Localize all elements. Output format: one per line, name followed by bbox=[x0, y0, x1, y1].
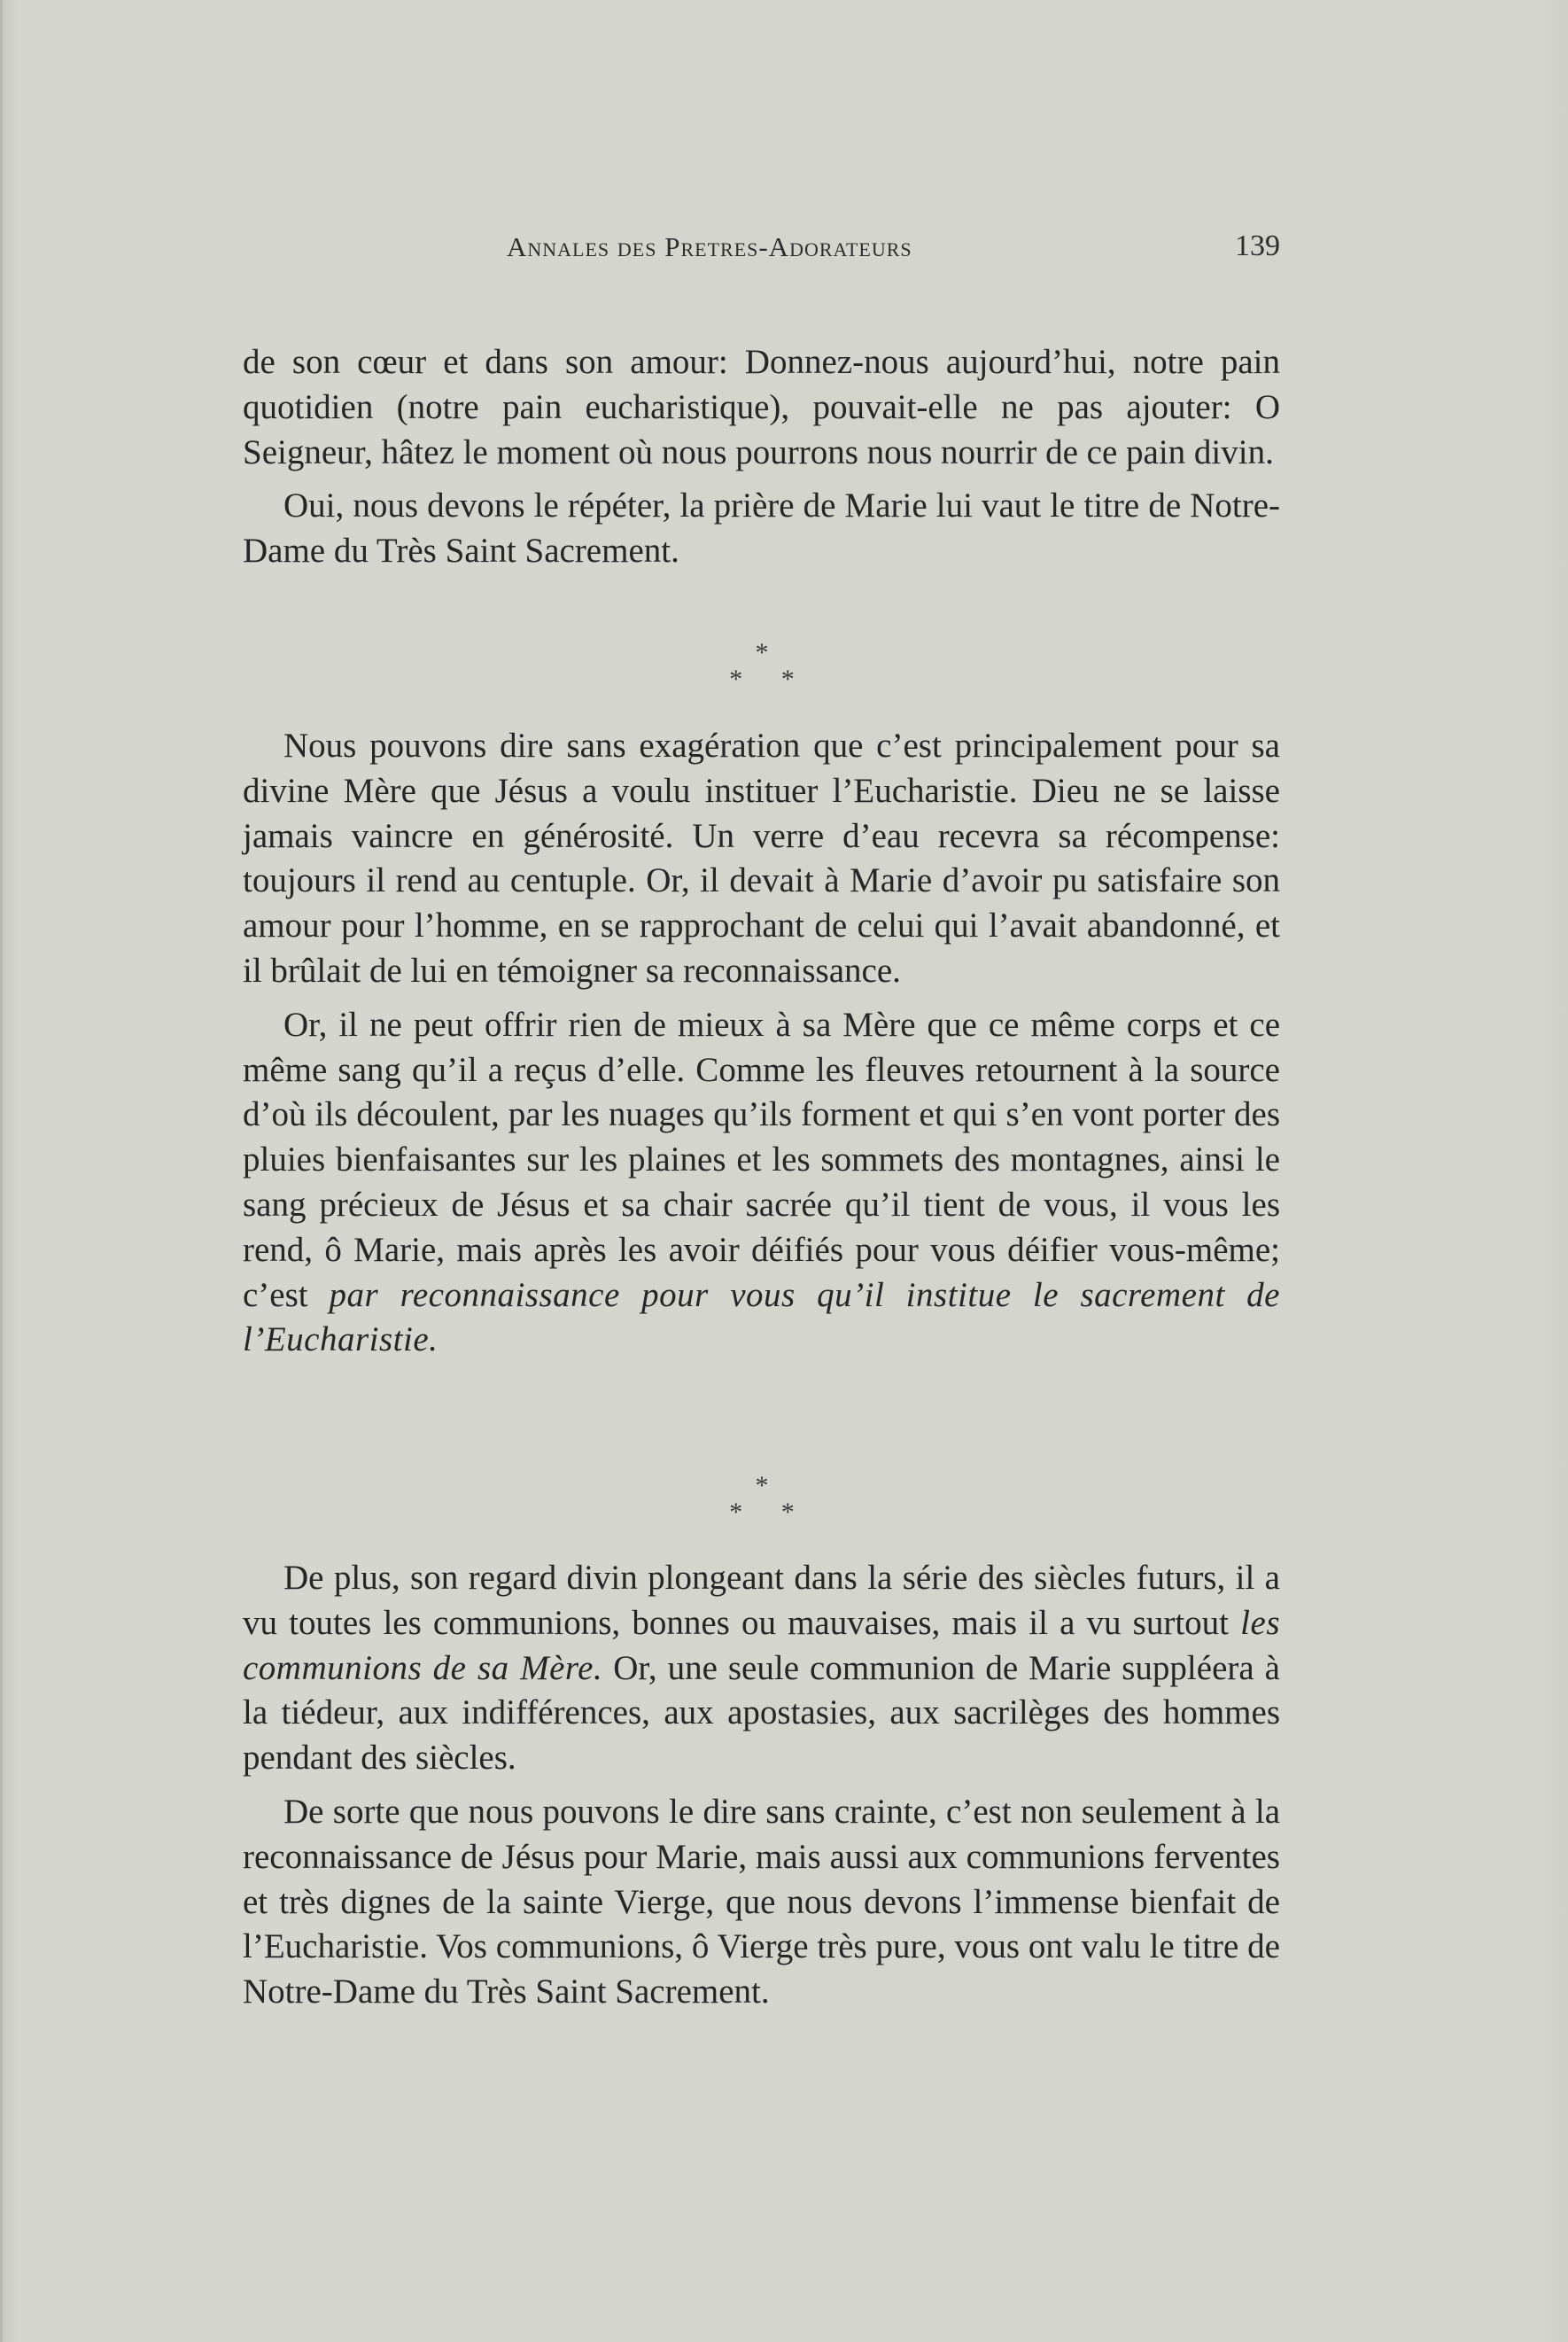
asterism-star-top: * bbox=[755, 1471, 769, 1500]
asterism-divider-1 bbox=[673, 640, 850, 693]
paragraph-4-text: Or, il ne peut offrir rien de mieux à sa Mère que ce même corps et ce même sang qu’il a reçus d’elle. Comme les fleuves retournent à la source d’où ils découlent, par les nuages qu’ils forment et qui s’en vont porter des pluies bienfaisantes sur les plaines et les sommets des montagnes, ainsi le sang précieux de Jésus et sa chair sacrée qu’il tient de vous, il vous les rend, ô Marie, mais après les avoir déifiés pour vous déifier vous-même; c’est bbox=[243, 1005, 1280, 1314]
text-section-3 bbox=[243, 1556, 1280, 2024]
paragraph-continued: de son cœur et dans son amour: Donnez-nous aujourd’hui, notre pain quotidien (notre pain eucharistique), pouvait-elle ne pas ajouter: O Seigneur, hâtez le moment où nous pourrons nous nourrir de ce pain divin. bbox=[243, 343, 1280, 471]
paragraph-5 bbox=[243, 1556, 1280, 1781]
paragraph-4 bbox=[243, 1003, 1280, 1363]
paragraph-4-italic: par reconnaissance pour vous qu’il institue le sacrement de l’Eucharistie. bbox=[243, 1275, 1280, 1359]
asterism-divider-2 bbox=[673, 1473, 850, 1526]
paragraph-3: Nous pouvons dire sans exagération que c’est principalement pour sa divine Mère que Jésus a voulu instituer l’Eucharistie. Dieu ne se laisse jamais vaincre en générosité. Un verre d’eau recevra sa récompense: toujours il rend au centuple. Or, il devait à Marie d’avoir pu satisfaire son amour pour l’homme, en se rapprochant de celui qui l’avait abandonné, et il brûlait de lui en témoigner sa reconnaissance. bbox=[243, 727, 1280, 990]
asterism-star-top: * bbox=[755, 638, 769, 667]
text-section-2 bbox=[243, 724, 1280, 1372]
page-header bbox=[239, 226, 1280, 270]
paragraph-5-italic: les communions de sa Mère. bbox=[243, 1603, 1280, 1687]
asterism-stars-bottom: * * bbox=[729, 1498, 811, 1527]
paragraph-5-text-b: Or, une seule communion de Marie suppléera à la tiédeur, aux indifférences, aux apostasies, aux sacrilèges des hommes pendant des siècles. bbox=[243, 1648, 1280, 1778]
text-section-1 bbox=[243, 340, 1280, 583]
page-edge bbox=[0, 0, 3, 2342]
running-head: Annales des Pretres-Adorateurs bbox=[507, 231, 912, 262]
paragraph-6: De sorte que nous pouvons le dire sans crainte, c’est non seulement à la reconnaissance de Jésus pour Marie, mais aussi aux communions ferventes et très dignes de la sainte Vierge, que nous devons l’immense bienfait de l’Eucharistie. Vos communions, ô Vierge très pure, vous ont valu le titre de Notre-Dame du Très Saint Sacrement. bbox=[243, 1792, 1280, 2011]
asterism-stars-bottom: * * bbox=[729, 665, 811, 694]
page-number: 139 bbox=[1235, 230, 1280, 262]
paragraph-5-text-a: De plus, son regard divin plongeant dans la série des siècles futurs, il a vu toutes les communions, bonnes ou mauvaises, mais il a vu surtout bbox=[243, 1559, 1280, 1642]
paragraph-2: Oui, nous devons le répéter, la prière de Marie lui vaut le titre de Notre-Dame du Très Saint Sacrement. bbox=[243, 486, 1280, 571]
